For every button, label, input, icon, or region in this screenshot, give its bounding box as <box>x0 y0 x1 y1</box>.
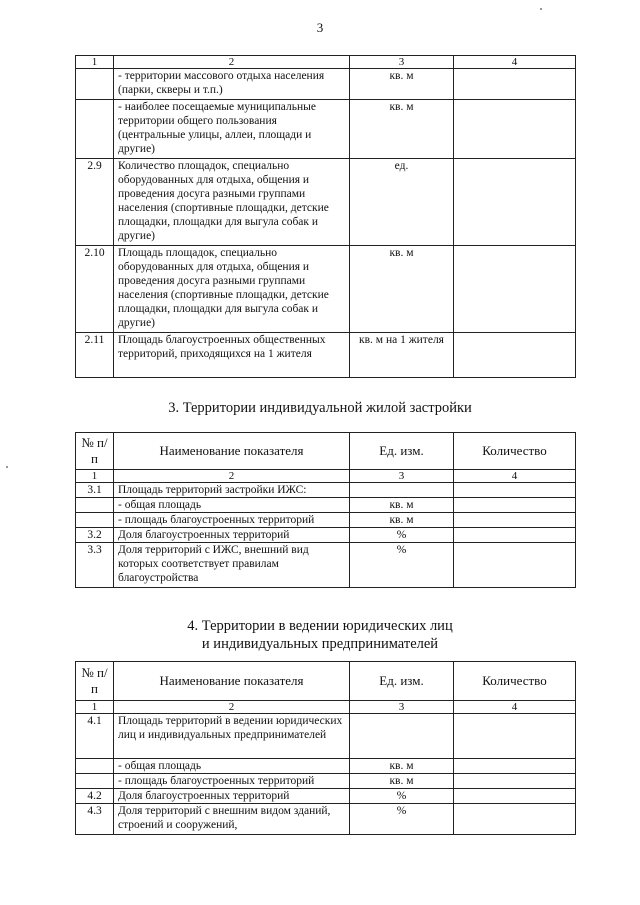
table-row <box>76 804 576 835</box>
indicator-name: Доля благоустроенных территорий <box>114 528 350 543</box>
quantity <box>454 714 576 759</box>
table-row <box>76 69 576 100</box>
row-number: 4.2 <box>76 789 114 804</box>
row-number: 3.1 <box>76 483 114 498</box>
column-number: 4 <box>454 56 576 69</box>
column-number: 3 <box>350 56 454 69</box>
section-4-title-line-2: и индивидуальных предпринимателей <box>201 636 439 652</box>
page-number: 3 <box>316 20 324 35</box>
indicator-name: - площадь благоустроенных территорий <box>114 774 350 789</box>
column-number: 2 <box>114 470 350 483</box>
header-row <box>76 433 576 470</box>
indicator-name: - площадь благоустроенных территорий <box>114 513 350 528</box>
header-unit: Ед. изм. <box>350 662 454 701</box>
row-number: 2.10 <box>76 246 114 333</box>
unit: % <box>350 789 454 804</box>
unit: % <box>350 804 454 835</box>
quantity <box>454 804 576 835</box>
indicator-name: Площадь благоустроенных общественных территорий, приходящихся на 1 жителя <box>114 333 350 378</box>
quantity <box>454 333 576 378</box>
header-row <box>76 662 576 701</box>
indicator-name: Площадь территорий в ведении юридических лиц и индивидуальных предпринимателей <box>114 714 350 759</box>
table-row <box>76 714 576 759</box>
indicator-name: - общая площадь <box>114 498 350 513</box>
indicator-name: Количество площадок, специально оборудованных для отдыха, общения и проведения досуга разными группами населения (спортивные площадки, детские площадки, площадки для выгула собак и другие) <box>114 159 350 246</box>
quantity <box>454 759 576 774</box>
table-row <box>76 246 576 333</box>
column-number: 3 <box>350 701 454 714</box>
indicator-name: Доля благоустроенных территорий <box>114 789 350 804</box>
quantity <box>454 528 576 543</box>
row-number <box>76 69 114 100</box>
unit <box>350 714 454 759</box>
unit: кв. м <box>350 246 454 333</box>
unit: кв. м <box>350 100 454 159</box>
header-number: № п/п <box>76 433 114 470</box>
table-row <box>76 498 576 513</box>
row-number: 2.9 <box>76 159 114 246</box>
column-number: 4 <box>454 470 576 483</box>
quantity <box>454 498 576 513</box>
table-row <box>76 100 576 159</box>
unit: кв. м <box>350 513 454 528</box>
column-number: 1 <box>76 470 114 483</box>
indicator-name: - наиболее посещаемые муниципальные территории общего пользования (центральные улицы, аллеи, площади и другие) <box>114 100 350 159</box>
table-section-2-continued <box>75 55 576 378</box>
table-section-3 <box>75 432 576 588</box>
indicator-name: - общая площадь <box>114 759 350 774</box>
column-number: 2 <box>114 701 350 714</box>
quantity <box>454 774 576 789</box>
quantity <box>454 69 576 100</box>
column-numbers-row <box>76 470 576 483</box>
indicator-name: - территории массового отдыха населения (парки, скверы и т.п.) <box>114 69 350 100</box>
row-number: 4.3 <box>76 804 114 835</box>
table-section-4 <box>75 661 576 835</box>
quantity <box>454 789 576 804</box>
row-number <box>76 498 114 513</box>
column-number: 1 <box>76 56 114 69</box>
table-row <box>76 159 576 246</box>
table-row <box>76 759 576 774</box>
table-row <box>76 513 576 528</box>
row-number <box>76 774 114 789</box>
row-number <box>76 100 114 159</box>
row-number: 4.1 <box>76 714 114 759</box>
unit: % <box>350 528 454 543</box>
column-number: 2 <box>114 56 350 69</box>
section-4-title-line-1: 4. Территории в ведении юридических лиц <box>187 618 453 634</box>
unit: кв. м <box>350 774 454 789</box>
section-3-title: 3. Территории индивидуальной жилой застройки <box>168 400 472 416</box>
unit: кв. м <box>350 759 454 774</box>
quantity <box>454 543 576 588</box>
row-number <box>76 759 114 774</box>
header-indicator: Наименование показателя <box>114 433 350 470</box>
header-unit: Ед. изм. <box>350 433 454 470</box>
table-row <box>76 774 576 789</box>
table-row <box>76 333 576 378</box>
quantity <box>454 159 576 246</box>
header-quantity: Количество <box>454 662 576 701</box>
unit: кв. м на 1 жителя <box>350 333 454 378</box>
unit: кв. м <box>350 69 454 100</box>
unit: % <box>350 543 454 588</box>
quantity <box>454 100 576 159</box>
quantity <box>454 513 576 528</box>
table-row <box>76 543 576 588</box>
indicator-name: Доля территорий с ИЖС, внешний вид которых соответствует правилам благоустройства <box>114 543 350 588</box>
column-number: 3 <box>350 470 454 483</box>
column-numbers-row <box>76 701 576 714</box>
quantity <box>454 483 576 498</box>
header-number: № п/п <box>76 662 114 701</box>
scan-speck <box>540 8 542 10</box>
indicator-name: Доля территорий с внешним видом зданий, строений и сооружений, <box>114 804 350 835</box>
row-number: 2.11 <box>76 333 114 378</box>
indicator-name: Площадь территорий застройки ИЖС: <box>114 483 350 498</box>
indicator-name: Площадь площадок, специально оборудованных для отдыха, общения и проведения досуга разными группами населения (спортивные площадки, детские площадки, площадки для выгула собак и другие) <box>114 246 350 333</box>
table-row <box>76 528 576 543</box>
column-number: 1 <box>76 701 114 714</box>
row-number: 3.2 <box>76 528 114 543</box>
quantity <box>454 246 576 333</box>
header-indicator: Наименование показателя <box>114 662 350 701</box>
scan-speck <box>6 466 8 468</box>
row-number <box>76 513 114 528</box>
unit: кв. м <box>350 498 454 513</box>
table-row <box>76 789 576 804</box>
header-quantity: Количество <box>454 433 576 470</box>
unit <box>350 483 454 498</box>
unit: ед. <box>350 159 454 246</box>
row-number: 3.3 <box>76 543 114 588</box>
column-number: 4 <box>454 701 576 714</box>
column-numbers-row <box>76 56 576 69</box>
table-row <box>76 483 576 498</box>
